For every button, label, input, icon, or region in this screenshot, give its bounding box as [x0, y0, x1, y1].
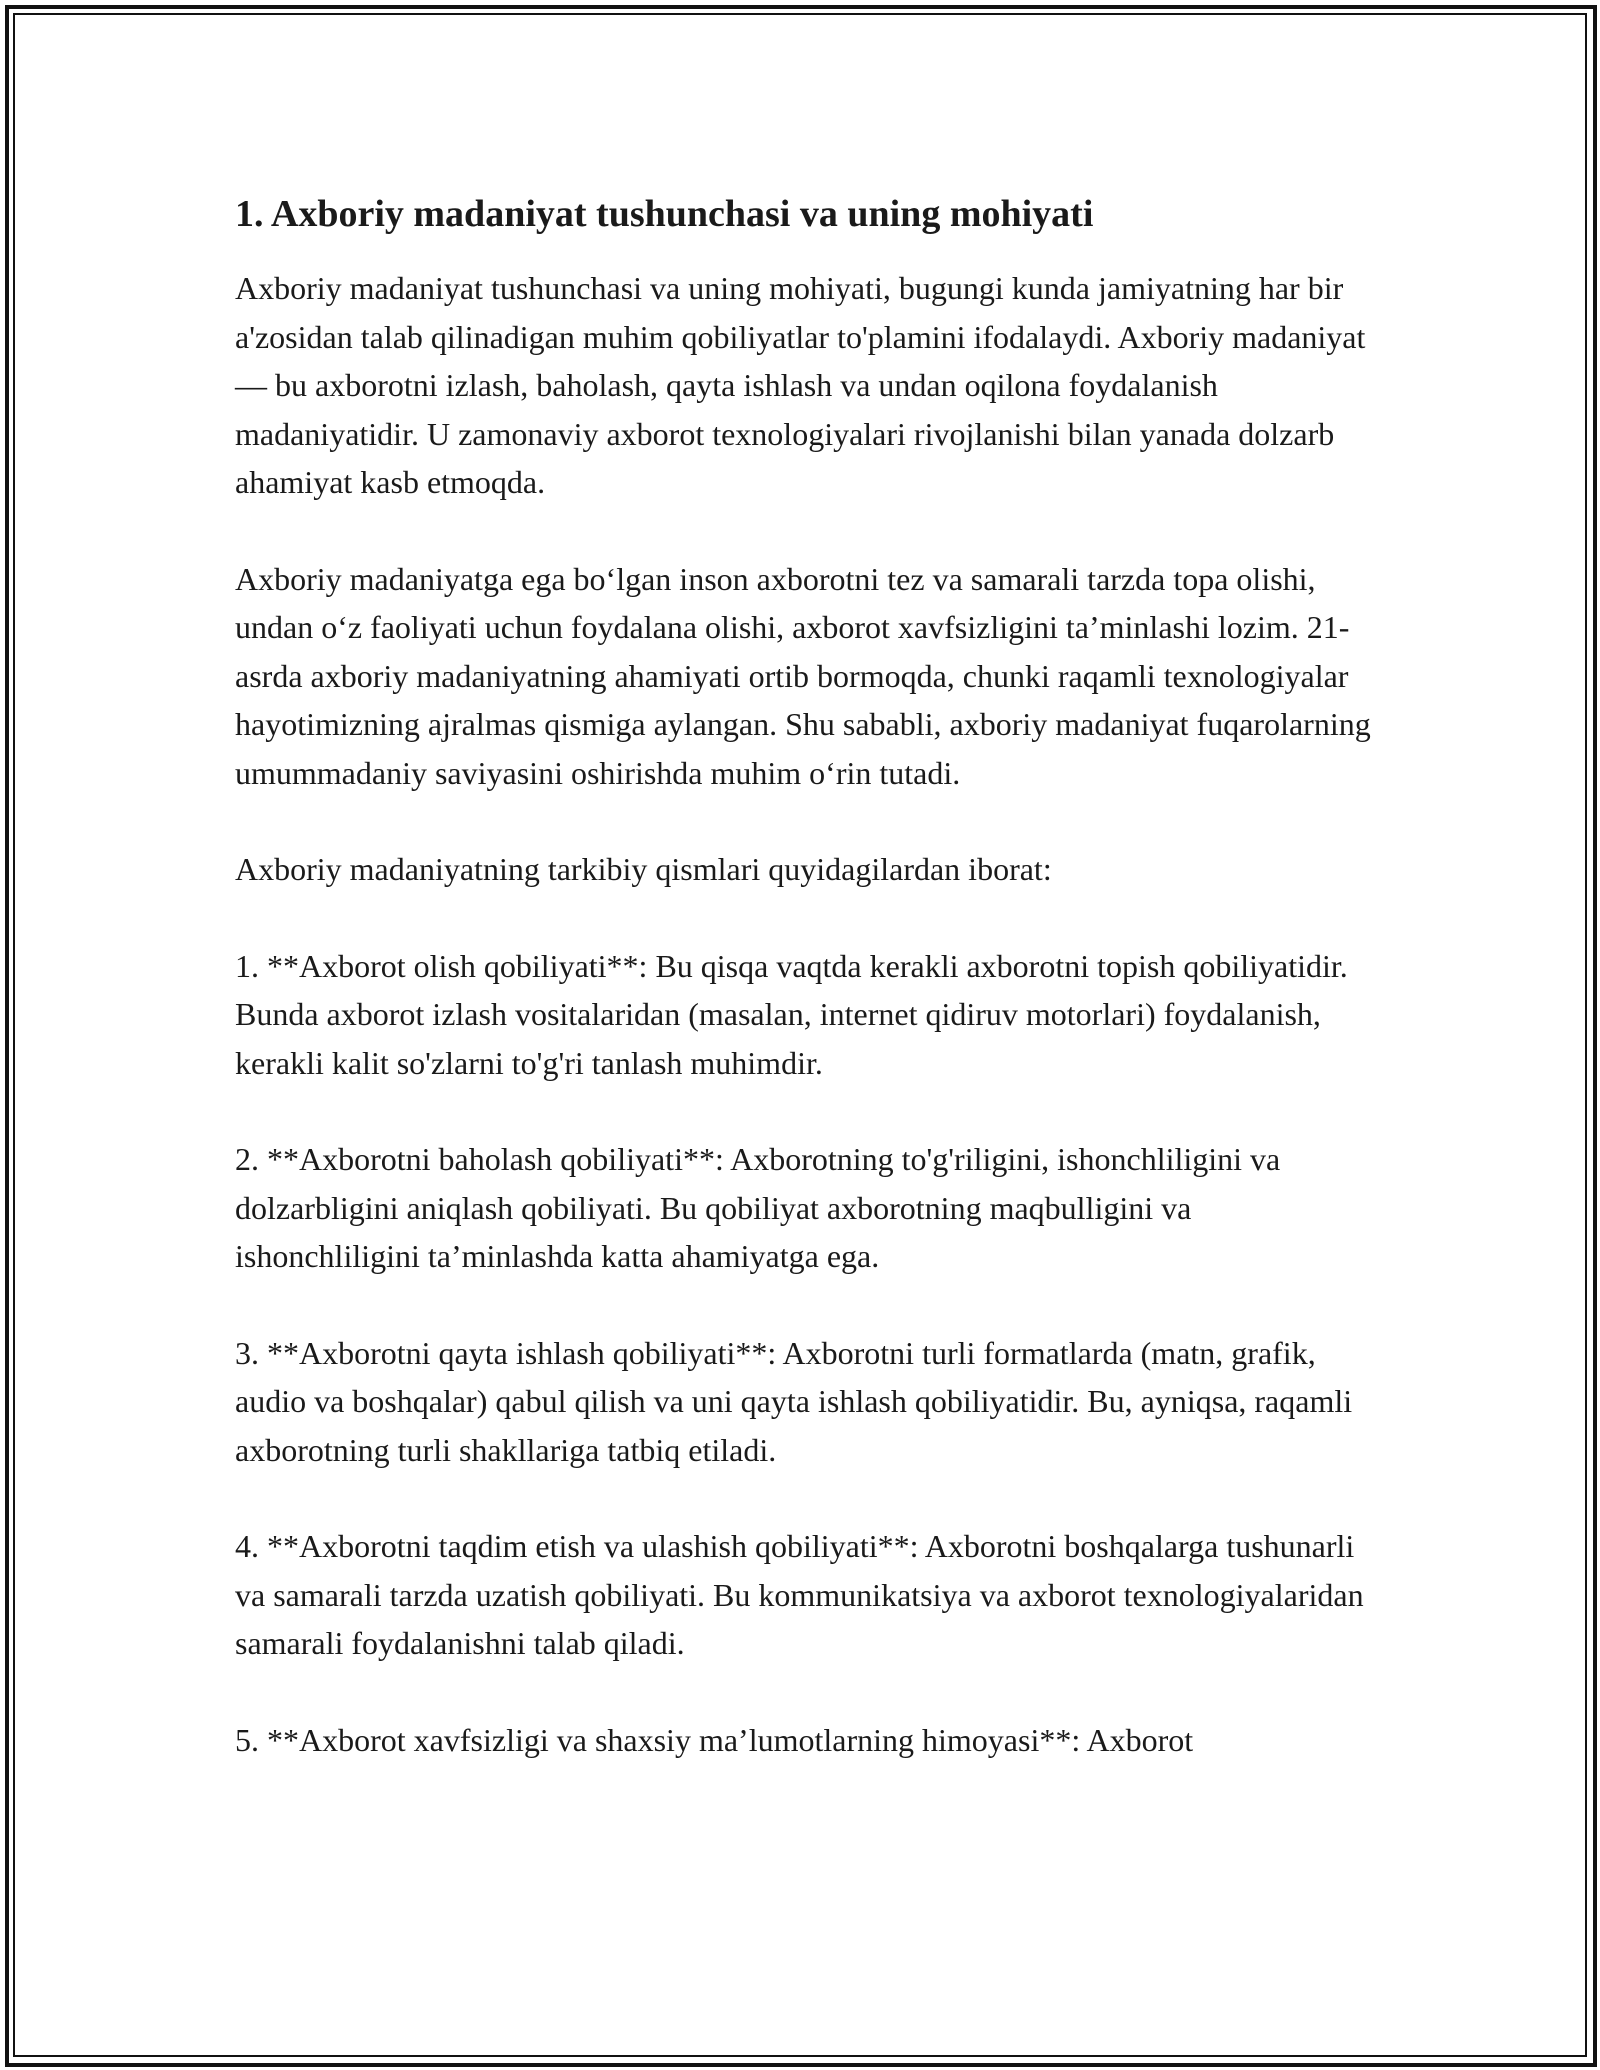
list-item-1: 1. **Axborot olish qobiliyati**: Bu qisqa vaqtda kerakli axborotni topish qobiliyatidir. Bunda axborot izlash vositalaridan (masalan, internet qidiruv motorlari) foydalanish, kerakli kalit so'zlarni to'g'ri tanlash muhimdir. — [235, 947, 1348, 1081]
list-item-3: 3. **Axborotni qayta ishlash qobiliyati**: Axborotni turli formatlarda (matn, grafik, audio va boshqalar) qabul qilish va uni qayta ishlash qobiliyatidir. Bu, ayniqsa, raqamli axborotning turli shakllariga tatbiq etiladi. — [235, 1334, 1353, 1468]
list-item-5: 5. **Axborot xavfsizligi va shaxsiy maʼlumotlarning himoyasi**: Axborot — [235, 1721, 1194, 1758]
paragraph-components-intro: Axboriy madaniyatning tarkibiy qismlari quyidagilardan iborat: — [235, 851, 1052, 887]
document-body — [235, 188, 1375, 1764]
paragraph-definition: Axboriy madaniyat tushunchasi va uning mohiyati, bugungi kunda jamiyatning har bir a'zosidan talab qilinadigan muhim qobiliyatlar to'plamini ifodalaydi. Axboriy madaniyat — bu axborotni izlash, baholash, qayta ishlash va undan oqilona foydalanish madaniyatidir. U zamonaviy axborot texnologiyalari rivojlanishi bilan yanada dolzarb ahamiyat kasb etmoqda. — [235, 270, 1366, 500]
list-item-4: 4. **Axborotni taqdim etish va ulashish qobiliyati**: Axborotni boshqalarga tushunarli va samarali tarzda uzatish qobiliyati. Bu kommunikatsiya va axborot texnologiyalaridan samarali foydalanishni talab qiladi. — [235, 1528, 1364, 1661]
list-item-2: 2. **Axborotni baholash qobiliyati**: Axborotning to'g'riligini, ishonchliligini va dolzarbligini aniqlash qobiliyati. Bu qobiliyat axborotning maqbulligini va ishonchliligini taʼminlashda katta ahamiyatga ega. — [235, 1141, 1281, 1274]
paragraph-importance: Axboriy madaniyatga ega boʻlgan inson axborotni tez va samarali tarzda topa olishi, undan oʻz faoliyati uchun foydalana olishi, axborot xavfsizligini taʼminlashi lozim. 21-asrda axboriy madaniyatning ahamiyati ortib bormoqda, chunki raqamli texnologiyalar hayotimizning ajralmas qismiga aylangan. Shu sababli, axboriy madaniyat fuqarolarning umummadaniy saviyasini oshirishda muhim oʻrin tutadi. — [235, 560, 1371, 791]
section-heading: 1. Axboriy madaniyat tushunchasi va uning mohiyati — [235, 193, 1094, 235]
